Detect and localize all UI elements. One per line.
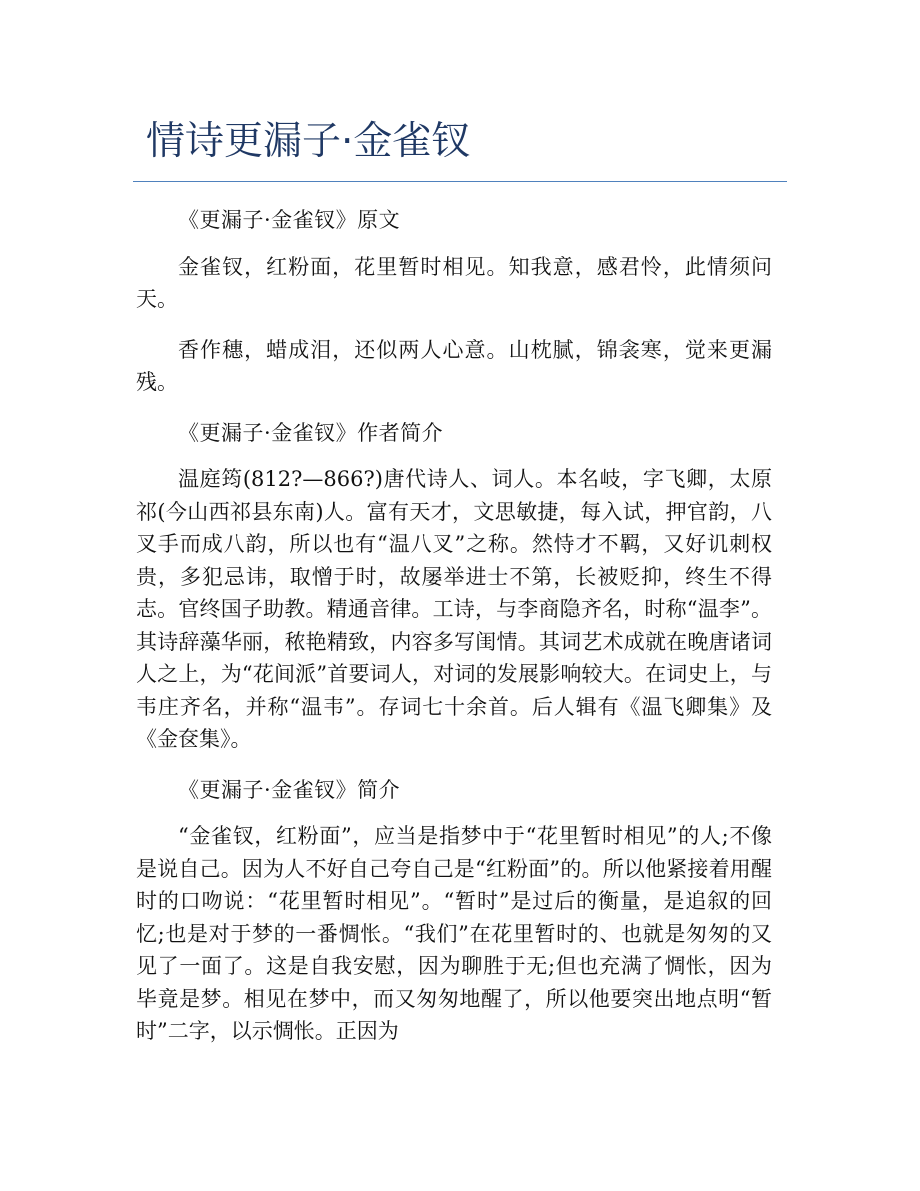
poem-stanza-2: 香作穗，蜡成泪，还似两人心意。山枕腻，锦衾寒，觉来更漏残。 (136, 337, 772, 394)
poem-stanza-1: 金雀钗，红粉面，花里暂时相见。知我意，感君怜，此情须问天。 (136, 254, 772, 311)
title-divider (133, 181, 787, 182)
section-heading-introduction: 《更漏子·金雀钗》简介 (178, 777, 401, 802)
section-heading-author: 《更漏子·金雀钗》作者简介 (178, 420, 444, 445)
document-body (136, 204, 772, 1066)
section-heading-original-text: 《更漏子·金雀钗》原文 (178, 208, 401, 232)
page-title: 情诗更漏子·金雀钗 (146, 119, 471, 164)
introduction-paragraph: “金雀钗，红粉面”，应当是指梦中于“花里暂时相见”的人;不像是说自己。因为人不好自己夸自己是“红粉面”的。所以他紧接着用醒时的口吻说：“花里暂时相见”。“暂时”是过后的衡量，是追叙的回忆;也是对于梦的一番惆怅。“我们”在花里暂时的、也就是匆匆的又见了一面了。这是自我安慰，因为聊胜于无;但也充满了惆怅，因为毕竟是梦。相见在梦中，而又匆匆地醒了，所以他要突出地点明“暂时”二字，以示惆怅。正因为 (136, 824, 772, 1043)
author-bio-paragraph: 温庭筠(812?—866?)唐代诗人、词人。本名岐，字飞卿，太原祁(今山西祁县东南)人。富有天才，文思敏捷，每入试，押官韵，八叉手而成八韵，所以也有“温八叉”之称。然恃才不羁，又好讥刺权贵，多犯忌讳，取憎于时，故屡举进士不第，长被贬抑，终生不得志。官终国子助教。精通音律。工诗，与李商隐齐名，时称“温李”。其诗辞藻华丽，秾艳精致，内容多写闺情。其词艺术成就在晚唐诸词人之上，为“花间派”首要词人，对词的发展影响较大。在词史上，与韦庄齐名，并称“温韦”。存词七十余首。后人辑有《温飞卿集》及《金奁集》。 (136, 467, 772, 751)
